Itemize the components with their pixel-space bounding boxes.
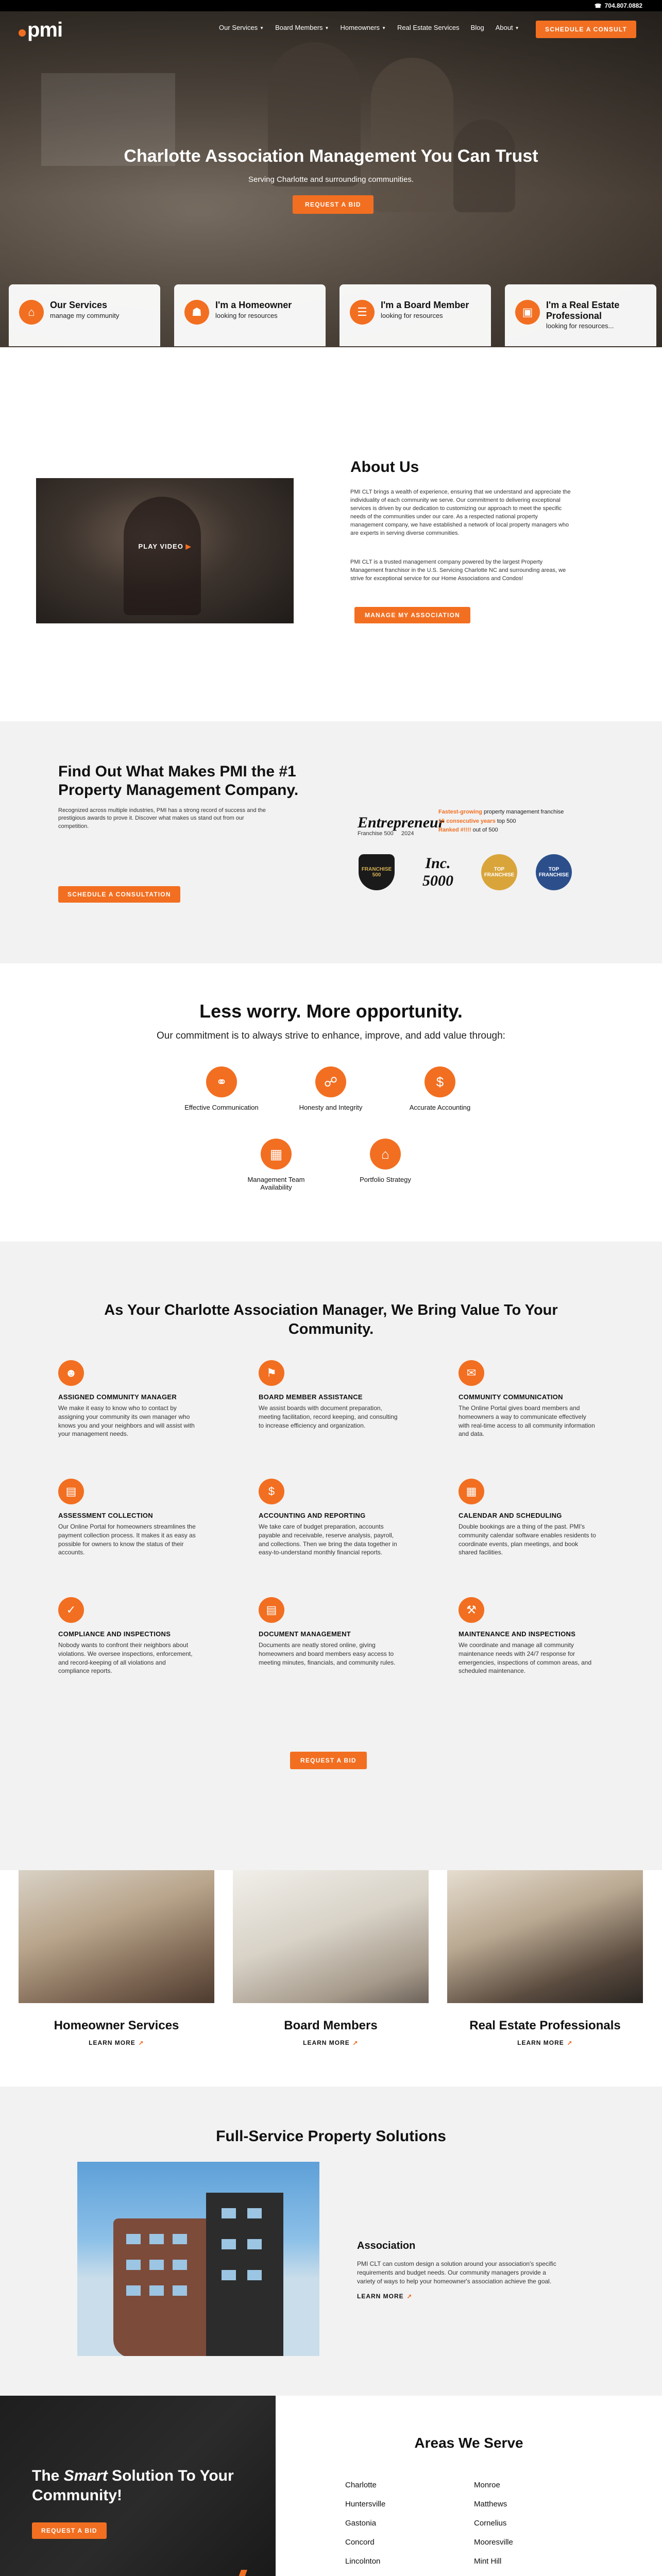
learn-more-link[interactable]: LEARN MORE ➚ [303, 2039, 359, 2046]
about-paragraph: PMI CLT brings a wealth of experience, ensuring that we understand and appreciate the individuality of each community we serve. Our commitment to delivering exceptional services is driven by our dedication to customizing our approach to meet the specific needs of the communities under our care. As a respected national property management company, we have established a network of local property managers who are experts in serving diverse communities. [350, 489, 571, 536]
manage-association-button[interactable]: MANAGE MY ASSOCIATION [354, 607, 470, 623]
association-text: PMI CLT can custom design a solution around your association's specific requirements and budget needs. Our community managers provide a variety of ways to help your homeowner's association achieve the goal. [357, 2260, 556, 2285]
homeowner-icon: ☗ [184, 300, 209, 325]
nav-real-estate-services[interactable]: Real Estate Services [397, 24, 460, 31]
card-our-services[interactable]: ⌂ Our Services manage my community [9, 284, 160, 346]
area-item[interactable]: Matthews [474, 2500, 507, 2509]
inspection-icon: ✓ [58, 1597, 84, 1623]
nav-homeowners[interactable]: Homeowners ▼ [340, 24, 386, 31]
value-item: ▤ ASSESSMENT COLLECTION Our Online Portal for homeowners streamlines the payment collection process. It makes it as easy as possible for owners to know the status of their accounts. [58, 1479, 197, 1557]
accounting-icon: $ [259, 1479, 284, 1504]
chevron-down-icon: ▼ [382, 26, 386, 31]
arrow-icon: ➚ [406, 2293, 413, 2300]
award-facts: Fastest-growing property management franchise 15 consecutive years top 500 Ranked #!!!! out of 500 [438, 809, 564, 834]
full-service-title: Full-Service Property Solutions [216, 2128, 446, 2145]
franchise-500-badge: FRANCHISE 500 [359, 854, 395, 890]
areas-request-bid-button[interactable]: REQUEST A BID [32, 2522, 107, 2539]
commitment-item: $ Accurate Accounting [399, 1066, 481, 1111]
value-request-bid-button[interactable]: REQUEST A BID [290, 1752, 367, 1769]
arrow-icon: ➚ [138, 2039, 144, 2046]
area-item[interactable]: Mint Hill [474, 2557, 502, 2566]
area-item[interactable]: Monroe [474, 2481, 500, 2489]
value-item: $ ACCOUNTING AND REPORTING We take care of budget preparation, accounts payable and receivable, reserve analysis, payroll, and collections. Then we bring the data together in easy-to-understand monthly financial reports. [259, 1479, 398, 1557]
commitment-title: Less worry. More opportunity. [199, 1001, 463, 1022]
awards-text: Recognized across multiple industries, PMI has a strong record of success and the prestigious awards to prove it. Discover what makes us stand out from our competition. [58, 807, 266, 829]
inc-5000-badge: Inc. 5000 [422, 855, 453, 889]
areas-served-section [276, 2396, 662, 2576]
portfolio-icon: ⌂ [370, 1139, 401, 1170]
real-estate-photo [447, 1870, 643, 2003]
nav-blog[interactable]: Blog [470, 24, 484, 31]
nav-about[interactable]: About ▼ [495, 24, 519, 31]
hero-request-bid-button[interactable]: REQUEST A BID [293, 195, 374, 214]
calendar-icon: ▦ [261, 1139, 292, 1170]
hero-subtitle: Serving Charlotte and surrounding communities. [248, 175, 414, 184]
video-thumbnail-figure [124, 497, 201, 615]
wrench-icon: ⚒ [459, 1597, 484, 1623]
value-title: As Your Charlotte Association Manager, We Bring Value To Your Community. [104, 1302, 558, 1338]
calendar-icon: ▦ [459, 1479, 484, 1504]
value-item: ▤ DOCUMENT MANAGEMENT Documents are neatly stored online, giving homeowners and board members easy access to meeting minutes, financials, and community rules. [259, 1597, 398, 1667]
value-item: ⚑ BOARD MEMBER ASSISTANCE We assist boards with document preparation, meeting facilitation, record keeping, and consulting to increase efficiency and organization. [259, 1360, 398, 1430]
area-item[interactable]: Charlotte [345, 2481, 377, 2489]
learn-more-link[interactable]: LEARN MORE ➚ [517, 2039, 573, 2046]
communication-icon: ✉ [459, 1360, 484, 1386]
commitment-item: ⚭ Effective Communication [180, 1066, 263, 1111]
value-item: ⚒ MAINTENANCE AND INSPECTIONS We coordinate and manage all community maintenance needs with 24/7 response for emergencies, inspections of common areas, and scheduled maintenance. [459, 1597, 598, 1675]
play-video-button[interactable]: PLAY VIDEO ▶ [138, 543, 192, 550]
nav-our-services[interactable]: Our Services ▼ [219, 24, 264, 31]
commitment-section [0, 963, 662, 1242]
house-icon: ⌂ [19, 300, 44, 325]
pmi-slash-icon [232, 2570, 247, 2576]
card-homeowner[interactable]: ☗ I'm a Homeowner looking for resources [174, 284, 326, 346]
about-video[interactable] [36, 478, 294, 623]
hero-section [0, 11, 662, 347]
board-assistance-icon: ⚑ [259, 1360, 284, 1386]
manager-icon: ☻ [58, 1360, 84, 1386]
phone-link[interactable]: 704.807.0882 [604, 2, 642, 9]
smart-solution-title: The Smart Solution To Your Community! [32, 2467, 234, 2504]
area-item[interactable]: Gastonia [345, 2519, 377, 2528]
audience-services-section [0, 1870, 662, 2087]
chevron-down-icon: ▼ [325, 26, 329, 31]
schedule-consult-button[interactable]: SCHEDULE A CONSULT [536, 21, 636, 38]
play-icon: ▶ [185, 543, 192, 550]
awards-section [0, 721, 662, 963]
chevron-down-icon: ▼ [515, 26, 519, 31]
value-item: ✉ COMMUNITY COMMUNICATION The Online Portal gives board members and homeowners a way to communicate effectively with real-time access to all community information and data. [459, 1360, 598, 1438]
association-learn-more-link[interactable]: LEARN MORE ➚ [357, 2293, 413, 2300]
board-members-photo [233, 1870, 429, 2003]
value-section [0, 1242, 662, 1870]
board-icon: ☰ [350, 300, 375, 325]
logo-dot-icon [19, 29, 26, 37]
real-estate-professionals-card[interactable]: Real Estate Professionals LEARN MORE ➚ [447, 1870, 643, 2046]
realestate-icon: ▣ [515, 300, 540, 325]
top-bar [0, 0, 662, 11]
area-item[interactable]: Lincolnton [345, 2557, 381, 2566]
full-service-section [0, 2087, 662, 2396]
smart-solution-panel [0, 2396, 276, 2576]
area-item[interactable]: Cornelius [474, 2519, 507, 2528]
payment-icon: ▤ [58, 1479, 84, 1504]
nav-board-members[interactable]: Board Members ▼ [275, 24, 329, 31]
homeowner-photo [19, 1870, 214, 2003]
areas-list [474, 2476, 513, 2571]
about-section [0, 347, 662, 619]
document-icon: ▤ [259, 1597, 284, 1623]
card-real-estate[interactable]: ▣ I'm a Real Estate Professional looking for resources... [505, 284, 656, 346]
pmi-logo[interactable]: pmi [19, 19, 62, 42]
about-title: About Us [350, 459, 419, 476]
area-item[interactable]: Mooresville [474, 2538, 513, 2547]
learn-more-link[interactable]: LEARN MORE ➚ [89, 2039, 144, 2046]
commitment-subtitle: Our commitment is to always strive to enhance, improve, and add value through: [157, 1030, 505, 1041]
area-item[interactable]: Huntersville [345, 2500, 386, 2509]
value-item: ☻ ASSIGNED COMMUNITY MANAGER We make it easy to know who to contact by assigning your community its own manager who knows you and your neighbors and will assist with your management needs. [58, 1360, 197, 1438]
areas-list [345, 2476, 385, 2571]
schedule-consultation-button[interactable]: SCHEDULE A CONSULTATION [58, 886, 180, 903]
hero-title: Charlotte Association Management You Can Trust [124, 146, 538, 166]
association-building-photo [77, 2162, 319, 2356]
value-item: ▦ CALENDAR AND SCHEDULING Double bookings are a thing of the past. PMI's community calendar software enables residents to coordinate events, plan meetings, and book shared facilities. [459, 1479, 598, 1557]
commitment-item: ☍ Honesty and Integrity [290, 1066, 372, 1111]
top-franchise-badge: TOP FRANCHISE [536, 854, 572, 890]
commitment-item: ▦ Management Team Availability [235, 1139, 317, 1191]
accounting-icon: $ [425, 1066, 455, 1097]
top-franchise-badge: TOP FRANCHISE [481, 854, 517, 890]
area-item[interactable]: Concord [345, 2538, 375, 2547]
handshake-icon: ☍ [315, 1066, 346, 1097]
hero-background-figure [371, 58, 453, 212]
phone-icon: ☎ [594, 3, 602, 9]
arrow-icon: ➚ [567, 2039, 573, 2046]
homeowner-services-card[interactable]: Homeowner Services LEARN MORE ➚ [19, 1870, 214, 2046]
arrow-icon: ➚ [352, 2039, 359, 2046]
areas-served-title: Areas We Serve [414, 2435, 523, 2451]
chevron-down-icon: ▼ [260, 26, 264, 31]
board-members-card[interactable]: Board Members LEARN MORE ➚ [233, 1870, 429, 2046]
value-item: ✓ COMPLIANCE AND INSPECTIONS Nobody wants to confront their neighbors about violations. We oversee inspections, enforcement, and record-keeping of all violations and compliance reports. [58, 1597, 197, 1675]
association-heading: Association [357, 2240, 416, 2251]
communication-icon: ⚭ [206, 1066, 237, 1097]
commitment-item: ⌂ Portfolio Strategy [344, 1139, 427, 1183]
awards-title: Find Out What Makes PMI the #1 Property Management Company. [58, 763, 299, 799]
about-paragraph: PMI CLT is a trusted management company powered by the largest Property Management franchisor in the U.S. Servicing Charlotte NC and surrounding areas, we strive for exceptional service for our Home Associations and Condos! [350, 559, 566, 582]
card-board-member[interactable]: ☰ I'm a Board Member looking for resources [340, 284, 491, 346]
entrepreneur-logo: Entrepreneur Franchise 500 2024 [358, 814, 445, 837]
main-navigation [0, 11, 662, 47]
